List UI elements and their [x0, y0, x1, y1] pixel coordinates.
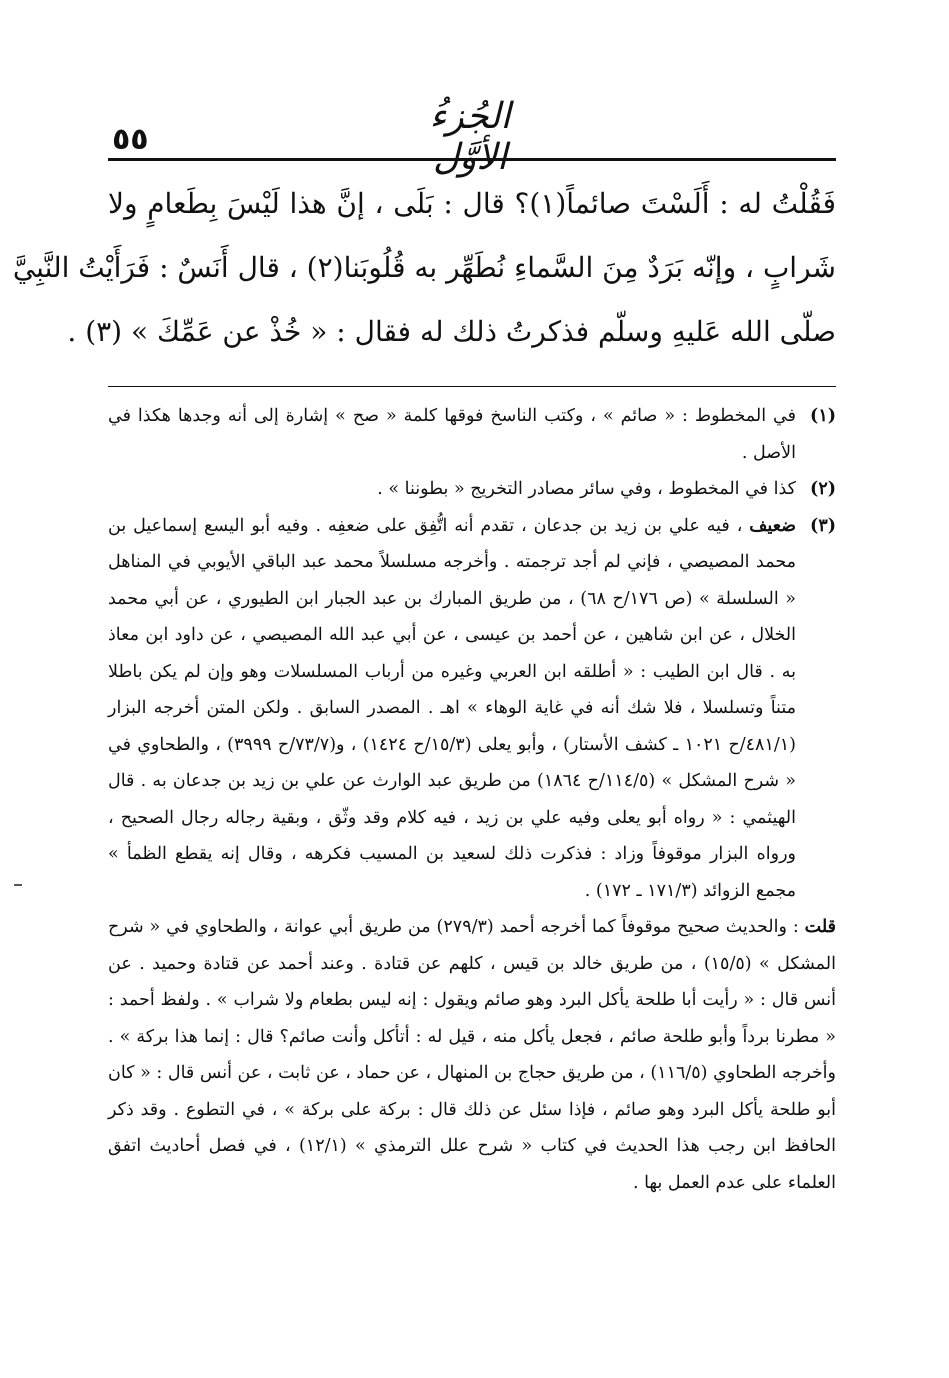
main-text-line: صلّى الله عَليهِ وسلّم فذكرتُ ذلك له فقال : « خُذْ عن عَمِّكَ » (٣) .: [67, 315, 836, 348]
main-text-line: شَرابٍ ، وإنّه بَرَدٌ مِنَ السَّماءِ نُطَهِّر به قُلُوبَنا(٢) ، قال أَنَسٌ : فَرَأَيْتُ النَّبِيَّ: [12, 251, 836, 284]
page-number: ٥٥: [112, 122, 149, 157]
footnote-3: [108, 508, 836, 910]
footnote-verdict: ضعيف: [749, 515, 796, 536]
header-rule: [108, 158, 836, 161]
footnote-text: في المخطوط : « صائم » ، وكتب الناسخ فوقها كلمة « صح » إشارة إلى أنه وجدها هكذا في الأصل .: [108, 406, 796, 463]
footnote-body: [108, 508, 796, 910]
running-head: الجُزءُ الأوَّل: [429, 96, 511, 178]
footnote-number: (٢): [810, 479, 836, 499]
footnote-text: ، فيه علي بن زيد بن جدعان ، تقدم أنه اتُّفِق على ضعفِه . وفيه أبو اليسع إسماعيل بن محمد المصيصي ، فإني لم أجد ترجمته . وأخرجه مسلسلاً محمد عبد الباقي الأيوبي في المناهل « السلسلة » (ص ١٧٦/ح ٦٨) ، من طريق المبارك بن عبد الجبار ابن الطيوري ، عن أبي محمد الخلال ، عن ابن شاهين ، عن أحمد بن عيسى ، عن أبي عبد الله المصيصي ، عن داود ابن معاذ به . قال ابن الطيب : « أطلقه ابن العربي وغيره من أرباب المسلسلات وهو وإن لم يكن باطلا متناً وتسلسلا ، فلا شك أنه في غاية الوهاء » اهـ . المصدر السابق . ولكن المتن أخرجه البزار (٤٨١/١/ح ١٠٢١ ـ كشف الأستار) ، وأبو يعلى (١٥/٣/ح ١٤٢٤) ، و(٧٣/٧/ح ٣٩٩٩) ، والطحاوي في « شرح المشكل » (١١٤/٥/ح ١٨٦٤) من طريق عبد الوارث عن علي بن زيد بن جدعان به . قال الهيثمي : « رواه أبو يعلى وفيه علي بن زيد ، فيه كلام وقد وثّق ، وبقية رجاله رجال الصحيح ، ورواه البزار موقوفاً وزاد : فذكرت ذلك لسعيد بن المسيب فكرهه ، وقال إنه يقطع الظمأ » مجمع الزوائد (١٧١/٣ ـ ١٧٢) .: [108, 515, 797, 901]
footnotes: [108, 398, 836, 1201]
closing-note-lead: قلت: [804, 917, 836, 937]
main-text: [12, 172, 836, 364]
footnote-number: (٣): [810, 515, 836, 536]
scan-mark: [14, 884, 22, 886]
closing-note-text: : والحديث صحيح موقوفاً كما أخرجه أحمد (٢٧٩/٣) من طريق أبي عوانة ، والطحاوي في « شرح المشكل » (١٥/٥) ، من طريق خالد بن قيس ، كلهم عن قتادة . وعند أحمد عن قتادة وحميد . عن أنس قال : « رأيت أبا طلحة يأكل البرد وهو صائم ويقول : إنه ليس بطعام ولا شراب » . ولفظ أحمد : « مطرنا برداً وأبو طلحة صائم ، فجعل يأكل منه ، قيل له : أتأكل وأنت صائم؟ قال : إنما هذا بركة » . وأخرجه الطحاوي (١١٦/٥) ، من طريق حجاج بن المنهال ، عن حماد ، عن ثابت ، عن أنس قال : « كان أبو طلحة يأكل البرد وهو صائم ، فإذا سئل عن ذلك قال : بركة على بركة » ، في التطوع . وقد ذكر الحافظ ابن رجب هذا الحديث في كتاب « شرح علل الترمذي » (١٢/١) ، في فصل أحاديث اتفق العلماء على عدم العمل بها .: [108, 917, 836, 1193]
footnote-2: [108, 471, 836, 508]
footnote-number: (١): [810, 406, 836, 426]
footnote-1: [108, 398, 836, 471]
main-text-line: فَقُلْتُ له : أَلَسْتَ صائماً(١)؟ قال : بَلَى ، إنَّ هذا لَيْسَ بِطَعامٍ ولا: [108, 187, 836, 220]
footnote-text: كذا في المخطوط ، وفي سائر مصادر التخريج « بطوننا » .: [377, 479, 796, 499]
closing-note: [108, 909, 836, 1201]
footnote-rule: [108, 386, 836, 387]
